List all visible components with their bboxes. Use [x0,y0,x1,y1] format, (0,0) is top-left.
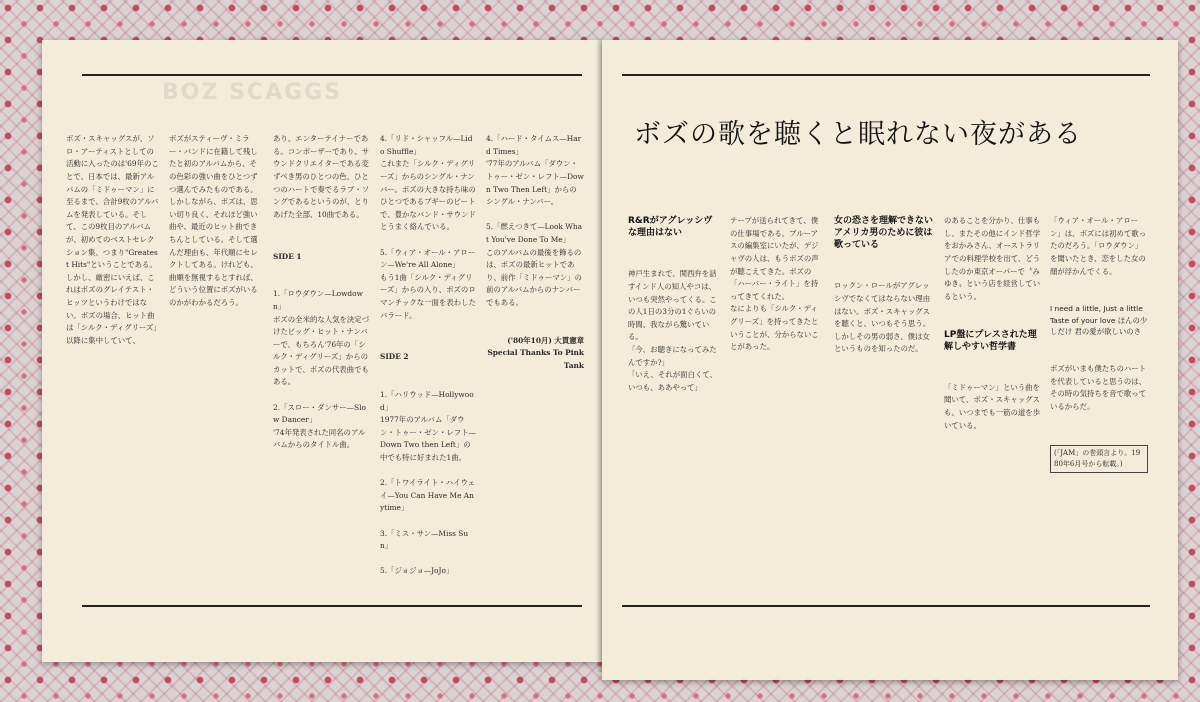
author-credit: ('80年10月) 大貫憲章 Special Thanks To Pink Tank [487,335,584,370]
left-column-2 [169,108,263,548]
left-top-rule [82,74,582,76]
left-page [42,40,602,662]
right-column-1-text: 神戸生まれで、関西弁を話すインド人の知人やコは、いつも突然やってくる。この人1日の3分の1ぐらいの時間、我ながら驚いている。 「今、お聴きになってみたんですか?」 「いえ、それが面白くて、いつも、ああやって」 [628,269,717,392]
subheading-women: 女の恐さを理解できないアメリカ男のために彼は歌っている [834,216,934,251]
left-column-4-text: 4.「リド・シャッフル—Lido Shuffle」 これまた「シルク・ディグリーズ」からのシングル・ナンバー。ボズの大きな持ち味のひとつであるブギーのビートで、豊かなバンド・サウンドとうまく絡んでいる。 5.「ウィア・オール・アローン—We're All Alone」 もう1曲「シルク・ディグリーズ」からの入り、ボズのロマンチックな一面を表わしたバラード。 [380,134,476,320]
left-column-2-text: ボズがスティーヴ・ミラー・バンドに在籍して残したと初のアルバムから、その色彩の強い曲をひとつずつ選んでみたものである。しかしながら、ボズは、思い切り良く、それほど強い曲や、最近のヒット曲できちんとしている。そして選んだ理由も、年代順にセレクトしてある。けれども、曲順を無視するとすれば、どういう位置にボズがいるのかがわかるだろう。 [169,134,258,307]
right-column-1 [628,190,720,590]
right-column-5-text-b: ボズがいまも僕たちのハートを代表していると思うのは、その時の気持ちを音で歌っているからだ。 [1050,364,1147,411]
right-column-3 [834,190,934,590]
side-1-heading: SIDE 1 [273,251,302,261]
show-through-title: BOZ SCAGGS [162,80,343,105]
right-column-2-text: テープが送られてきて、僕の仕事場である。ブルーアスの編集室にいたが、デジャヴの人は、もうボズの声が聴こえてきた。ボズの「ハーバー・ライト」を持ってきてくれた。 なによりも「シルク・ディグリーズ」を持ってきたということが、分からないことがあった。 [730,216,819,352]
left-column-4 [380,108,476,576]
right-column-5-text: 「ウィア・オール・アローン」は、ボズには初めて歌ったのだろう。「ロウダウン」を聞いたとき、恋をした女の顔が浮かんでくる。 [1050,216,1147,276]
subheading-lp: LP盤にプレスされた理解しやすい哲学書 [944,329,1037,352]
left-column-3-text: あり、エンターテイナーである。コンポーザーであり、サウンドクリエイターである変ずべき男のひとつの色、ひとつのハートで奏でるラブ・ソングであるというのが、とりあげた全部、10曲である。 [273,134,370,219]
left-column-3 [273,108,371,548]
english-lyric-quote: I need a little, Just a little Taste of your love ほんの少しだけ 君の愛が欲しいのさ [1050,304,1148,337]
right-column-4 [944,190,1042,590]
left-column-1 [66,108,160,548]
right-top-rule [622,74,1150,76]
left-column-5 [486,108,584,548]
article-headline: ボズの歌を聴くと眠れない夜がある [634,119,1082,150]
source-footnote: (「JAM」の巻頭言より。1980年6月号から転載。) [1050,445,1148,473]
left-bottom-rule [82,605,582,607]
side-2-tracks: 1.「ハリウッド—Hollywood」 1977年のアルバム「ダウン・トゥー・ゼン・レフト—Down Two then Left」の中でも特に好まれた1曲。 2.「トワイライト・ハイウェイ—You Can Have Me Anytime」 3.「ミス・サン—Miss Sun」 5.「ジョジョ—JoJo」 [380,390,476,576]
subheading-rnr: R&Rがアグレッシヴな理由はない [628,216,713,239]
left-column-1-text: ボズ・スキャッグスが、ソロ・アーティストとしての活動に入ったのは'69年のことで、日本では、最新アルバムの「ミドゥーマン」に至るまで、合計9枚のアルバムを発表している。そして、この9枚目のアルバムが、初めてのベストセレクション集、つまり"Greatest Hits"ということである。しかし、厳密にいえば、これはボズのグレイテスト・ヒッツというわけではない。ボズの場合、ヒット曲は「シルク・ディグリーズ」以降に集中していて、 [66,134,159,345]
right-bottom-rule [622,605,1150,607]
side-2-heading: SIDE 2 [380,352,409,362]
right-column-2 [730,190,824,590]
right-column-4-text: のあることを分かり、仕事もし、またその他にインド哲学をおかみさん、オーストラリアでの料理学校を出て、どうしたのか東京オーパーで〝みゆき〟という店を経営しているという。 [944,216,1041,301]
left-column-5-text: 4.「ハード・タイムス—Hard Times」 '77年のアルバム「ダウン・トゥー・ゼン・レフト—Down Two Then Left」からのシングル・ナンバー。 5.「燃えつきて—Look What You've Done To Me」 このアルバムの最後を飾るのは、ボズの最新ヒットであり、前作「ミドゥーマン」の前のアルバムからのナンバーでもある。 [486,134,584,307]
right-column-3-text: ロックン・ロールがアグレッシヴでなくてはならない理由はない。ボズ・スキャッグスを聴くと、いつもそう思う。 しかしその男の弱さ、僕は女というものを知ったのだ。 [834,281,931,354]
right-column-5 [1050,190,1148,590]
side-1-tracks: 1.「ロウダウン—Lowdown」 ボズの全米的な人気を決定づけたビッグ・ヒット・ナンバーで、もちろん'76年の「シルク・ディグリーズ」からのカットで、ボズの代表曲でもある。 2.「スロー・ダンサー—Slow Dancer」 '74年発表された同名のアルバムからのタイトル曲。 [273,289,370,450]
right-column-4-text-b: 「ミドゥーマン」という曲を聞いて、ボズ・スキャッグスも、いつまでも一筋の道を歩いている。 [944,382,1041,430]
right-page [602,40,1178,680]
